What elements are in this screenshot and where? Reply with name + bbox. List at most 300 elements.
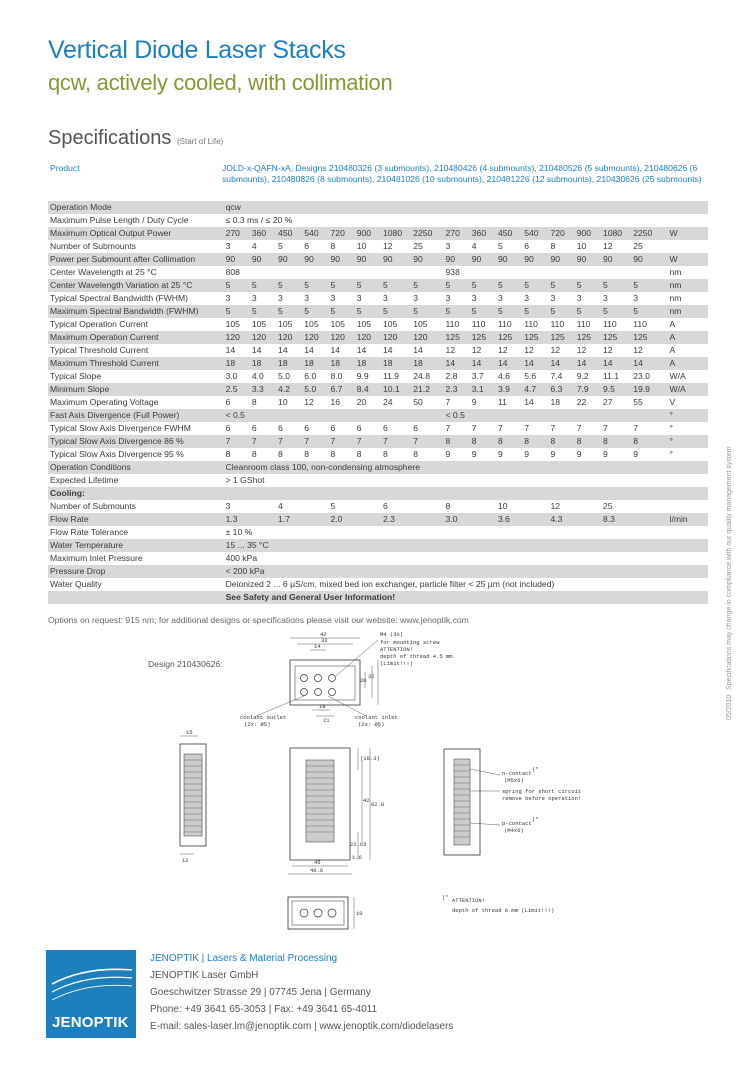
n-thread-label: (M5x6) — [504, 777, 524, 784]
table-cell: 5 — [276, 279, 302, 292]
row-label: Cooling: — [48, 487, 224, 500]
table-cell: 11 — [496, 396, 522, 409]
depth-note: depth of thread 4.5 mm — [380, 653, 453, 660]
table-cell: 105 — [276, 318, 302, 331]
table-cell: 2.0 — [329, 513, 381, 526]
table-cell: 9 — [575, 448, 601, 461]
table-cell: 7.4 — [548, 370, 574, 383]
table-cell: 6 — [381, 422, 411, 435]
side-note-text: Specifications may change in compliance with our quality management system — [726, 446, 733, 690]
table-cell: qcw — [224, 201, 708, 214]
table-cell: 7 — [470, 422, 496, 435]
table-cell: 9.2 — [575, 370, 601, 383]
bottom-view-drawing — [280, 885, 370, 945]
row-label: Typical Slow Axis Divergence 86 % — [48, 435, 224, 448]
table-cell: W/A — [668, 383, 708, 396]
table-cell: 12 — [381, 240, 411, 253]
table-cell: 7 — [522, 422, 548, 435]
table-cell: 8 — [470, 435, 496, 448]
table-row — [48, 552, 708, 565]
table-cell: 6 — [411, 422, 443, 435]
table-cell: 5 — [411, 305, 443, 318]
spring-note: spring for short circuit — [502, 788, 582, 795]
table-cell: 8.4 — [355, 383, 381, 396]
footnote-drawing — [440, 892, 600, 924]
table-cell: 7 — [276, 435, 302, 448]
table-cell: 7 — [355, 435, 381, 448]
table-cell: 90 — [575, 253, 601, 266]
table-cell: 14 — [631, 357, 667, 370]
row-label: Expected Lifetime — [48, 474, 224, 487]
table-cell: 125 — [496, 331, 522, 344]
table-cell: 6 — [224, 422, 250, 435]
table-cell: 1080 — [601, 227, 631, 240]
table-cell: 8 — [381, 448, 411, 461]
row-label: Maximum Operating Voltage — [48, 396, 224, 409]
table-cell: A — [668, 357, 708, 370]
table-cell: 7 — [302, 435, 328, 448]
table-cell: 110 — [522, 318, 548, 331]
table-cell: 808 — [224, 266, 444, 279]
table-cell: 3.1 — [470, 383, 496, 396]
dim-15: 15 — [186, 729, 193, 736]
table-cell: 90 — [470, 253, 496, 266]
table-cell: 24 — [381, 396, 411, 409]
coolant-outlet-qty: (2x: Ø5) — [244, 721, 271, 728]
table-row — [48, 409, 708, 422]
table-cell: 105 — [381, 318, 411, 331]
table-cell: < 200 kPa — [224, 565, 708, 578]
table-cell: 540 — [302, 227, 328, 240]
table-cell: 14 — [381, 344, 411, 357]
table-row — [48, 201, 708, 214]
table-cell: 9 — [496, 448, 522, 461]
row-label: Maximum Spectral Bandwidth (FWHM) — [48, 305, 224, 318]
table-cell: 12 — [548, 500, 600, 513]
table-row — [48, 526, 708, 539]
table-cell: 540 — [522, 227, 548, 240]
table-cell: 9 — [601, 448, 631, 461]
dim-22-65: 22.65 — [350, 841, 367, 848]
table-cell: 5 — [548, 279, 574, 292]
table-row — [48, 305, 708, 318]
table-row — [48, 383, 708, 396]
table-cell: 400 kPa — [224, 552, 708, 565]
table-cell: 21.2 — [411, 383, 443, 396]
dim-42: 42 — [320, 631, 327, 638]
table-cell: 5 — [522, 305, 548, 318]
table-cell: 110 — [631, 318, 667, 331]
table-row — [48, 331, 708, 344]
table-cell: 90 — [496, 253, 522, 266]
table-cell: 5.0 — [302, 383, 328, 396]
table-cell: 6 — [302, 240, 328, 253]
table-cell: 5 — [496, 240, 522, 253]
table-cell: 8 — [575, 435, 601, 448]
table-cell: A — [668, 318, 708, 331]
coolant-inlet-label: coolant inlet — [355, 714, 398, 721]
table-cell: 120 — [276, 331, 302, 344]
table-cell: 110 — [548, 318, 574, 331]
row-label — [48, 591, 224, 604]
table-cell: l/min — [668, 513, 708, 526]
table-cell: 120 — [329, 331, 355, 344]
table-cell: 24.8 — [411, 370, 443, 383]
table-cell: 8 — [522, 435, 548, 448]
table-cell: 5 — [470, 305, 496, 318]
specifications-title: Specifications — [48, 127, 172, 149]
table-cell: 10 — [276, 396, 302, 409]
table-cell: See Safety and General User Information! — [224, 591, 708, 604]
table-cell: 12 — [631, 344, 667, 357]
table-cell: 8 — [250, 448, 276, 461]
table-cell: 110 — [496, 318, 522, 331]
table-cell — [224, 487, 708, 500]
row-label: Number of Submounts — [48, 240, 224, 253]
table-cell: 9 — [522, 448, 548, 461]
table-cell: 5 — [329, 500, 381, 513]
table-cell: 720 — [329, 227, 355, 240]
table-cell: 5 — [601, 305, 631, 318]
table-cell: 12 — [548, 344, 574, 357]
table-cell: 4.7 — [522, 383, 548, 396]
table-cell: 125 — [522, 331, 548, 344]
table-cell: 7 — [601, 422, 631, 435]
table-cell: 3 — [276, 292, 302, 305]
front-view-drawing — [270, 740, 385, 880]
table-cell: 105 — [224, 318, 250, 331]
table-cell: ° — [668, 409, 708, 422]
table-cell: 14 — [224, 344, 250, 357]
table-cell: 2.3 — [381, 513, 444, 526]
table-cell: 3 — [329, 292, 355, 305]
table-cell: 90 — [302, 253, 328, 266]
table-cell: 7 — [250, 435, 276, 448]
row-label: Maximum Threshold Current — [48, 357, 224, 370]
side-date-text: 05/2010 — [726, 694, 733, 720]
table-cell: 8.3 — [601, 513, 668, 526]
logo-swoosh-icon — [46, 950, 136, 1010]
table-row — [48, 292, 708, 305]
table-cell: nm — [668, 279, 708, 292]
table-cell: 18 — [250, 357, 276, 370]
table-cell: 90 — [444, 253, 470, 266]
table-cell: ≤ 0.3 ms / ≤ 20 % — [224, 214, 708, 227]
table-cell: 3 — [355, 292, 381, 305]
table-cell: ± 10 % — [224, 526, 708, 539]
table-cell: 125 — [575, 331, 601, 344]
table-cell: 8 — [329, 448, 355, 461]
table-cell: A — [668, 344, 708, 357]
table-cell: 5 — [381, 305, 411, 318]
row-label: Typical Operation Current — [48, 318, 224, 331]
table-cell: 270 — [444, 227, 470, 240]
coolant-inlet-qty: (2x: Ø5) — [358, 721, 385, 728]
table-cell: 8 — [631, 435, 667, 448]
table-cell: 12 — [601, 344, 631, 357]
table-cell: 12 — [522, 344, 548, 357]
row-label: Water Temperature — [48, 539, 224, 552]
table-cell: 19.9 — [631, 383, 667, 396]
table-cell: 360 — [250, 227, 276, 240]
dim-82-8: 82.8 — [371, 801, 385, 808]
table-cell: 2.3 — [444, 383, 470, 396]
row-label: Typical Threshold Current — [48, 344, 224, 357]
table-cell: 90 — [631, 253, 667, 266]
table-cell: 23.0 — [631, 370, 667, 383]
table-cell: 125 — [601, 331, 631, 344]
table-cell: > 1 GShot — [224, 474, 708, 487]
table-cell: 18 — [224, 357, 250, 370]
table-cell: 14 — [522, 396, 548, 409]
table-cell — [668, 500, 708, 513]
row-label: Maximum Operation Current — [48, 331, 224, 344]
row-label: Center Wavelength Variation at 25 °C — [48, 279, 224, 292]
table-cell: 90 — [411, 253, 443, 266]
table-cell: 125 — [470, 331, 496, 344]
table-row — [48, 539, 708, 552]
table-cell: 360 — [470, 227, 496, 240]
table-cell: Cleanroom class 100, non-condensing atmosphere — [224, 461, 708, 474]
page-subtitle: qcw, actively cooled, with collimation — [48, 70, 393, 95]
coolant-outlet-label: coolant outlet — [240, 714, 287, 721]
table-cell: 9 — [548, 448, 574, 461]
table-cell: 8 — [411, 448, 443, 461]
table-cell: 5 — [444, 305, 470, 318]
table-cell: 7 — [444, 422, 470, 435]
row-label: Flow Rate Tolerance — [48, 526, 224, 539]
table-cell: ° — [668, 422, 708, 435]
table-cell: 6 — [522, 240, 548, 253]
table-cell: 10.1 — [381, 383, 411, 396]
n-contact-mark: (* — [532, 766, 539, 773]
table-cell: 12 — [302, 396, 328, 409]
table-cell: 105 — [355, 318, 381, 331]
table-cell: 25 — [411, 240, 443, 253]
table-cell: 6 — [302, 422, 328, 435]
table-cell: 110 — [601, 318, 631, 331]
table-cell — [668, 240, 708, 253]
table-cell: 5 — [329, 279, 355, 292]
table-cell: 5.6 — [522, 370, 548, 383]
table-cell: 1080 — [381, 227, 411, 240]
table-cell: 270 — [224, 227, 250, 240]
table-cell: 105 — [329, 318, 355, 331]
p-contact-label: p-contact — [502, 820, 532, 827]
table-cell: 4 — [470, 240, 496, 253]
table-cell: V — [668, 396, 708, 409]
table-row — [48, 370, 708, 383]
table-cell: 8 — [355, 448, 381, 461]
mount-note: for mounting screw — [380, 639, 440, 646]
table-cell: 1.7 — [276, 513, 328, 526]
row-label: Operation Conditions — [48, 461, 224, 474]
footnote-depth: depth of thread 6 mm (Limit!!!) — [452, 907, 555, 914]
side-view-drawing — [168, 730, 223, 865]
table-cell: 8.0 — [329, 370, 355, 383]
table-cell: 12 — [575, 344, 601, 357]
table-cell: ° — [668, 435, 708, 448]
table-cell: 22 — [575, 396, 601, 409]
row-label: Maximum Inlet Pressure — [48, 552, 224, 565]
table-cell: 3 — [250, 292, 276, 305]
table-cell: 18 — [355, 357, 381, 370]
table-cell: nm — [668, 292, 708, 305]
table-cell: ° — [668, 448, 708, 461]
table-cell: 14 — [276, 344, 302, 357]
table-cell: 3.0 — [444, 513, 496, 526]
table-cell: 8 — [444, 435, 470, 448]
table-cell: 18 — [381, 357, 411, 370]
table-row — [48, 578, 708, 591]
table-cell: 5 — [631, 305, 667, 318]
table-cell: 120 — [381, 331, 411, 344]
table-cell: 5 — [575, 279, 601, 292]
table-cell: 8 — [224, 448, 250, 461]
table-cell: 6 — [250, 422, 276, 435]
table-cell: 120 — [302, 331, 328, 344]
table-cell: 7.9 — [575, 383, 601, 396]
table-cell: 18 — [329, 357, 355, 370]
specifications-table — [48, 201, 708, 604]
table-cell: 120 — [355, 331, 381, 344]
table-cell: 110 — [444, 318, 470, 331]
table-row — [48, 461, 708, 474]
table-cell: 8 — [601, 435, 631, 448]
table-cell: 105 — [250, 318, 276, 331]
table-cell: W — [668, 227, 708, 240]
specifications-note: (Start of Life) — [176, 137, 224, 146]
table-cell: 9.9 — [355, 370, 381, 383]
row-label: Power per Submount after Collimation — [48, 253, 224, 266]
table-row — [48, 591, 708, 604]
table-row — [48, 318, 708, 331]
table-cell: 12 — [470, 344, 496, 357]
table-cell: 3 — [381, 292, 411, 305]
n-contact-label: n-contact — [502, 770, 532, 777]
table-cell: 8 — [496, 435, 522, 448]
table-cell: 110 — [470, 318, 496, 331]
jenoptik-logo — [46, 950, 136, 1038]
side-date — [726, 680, 736, 720]
table-cell: 11.1 — [601, 370, 631, 383]
table-cell: 90 — [250, 253, 276, 266]
table-cell: 5 — [355, 279, 381, 292]
table-cell: 3 — [224, 240, 250, 253]
row-label: Typical Spectral Bandwidth (FWHM) — [48, 292, 224, 305]
table-row — [48, 513, 708, 526]
footer-line-1: JENOPTIK | Lasers & Material Processing — [150, 953, 338, 964]
table-cell: 5 — [381, 279, 411, 292]
row-label: Typical Slope — [48, 370, 224, 383]
options-note: Options on request: 915 nm; for additional designs or specifications please visit our website: www.jenoptik.com — [48, 615, 469, 625]
table-cell: 900 — [575, 227, 601, 240]
table-cell: 3 — [631, 292, 667, 305]
table-cell: 8 — [276, 448, 302, 461]
table-row — [48, 279, 708, 292]
table-cell: < 0.5 — [224, 409, 444, 422]
table-cell: 2.8 — [444, 370, 470, 383]
table-cell: 3 — [575, 292, 601, 305]
table-row — [48, 396, 708, 409]
row-label: Operation Mode — [48, 201, 224, 214]
table-cell: 7 — [575, 422, 601, 435]
table-cell: 120 — [411, 331, 443, 344]
row-label: Maximum Pulse Length / Duty Cycle — [48, 214, 224, 227]
table-cell: 7 — [329, 435, 355, 448]
table-cell: 20 — [355, 396, 381, 409]
table-cell: 5 — [496, 279, 522, 292]
table-cell: 4.6 — [496, 370, 522, 383]
back-view-drawing — [440, 745, 580, 865]
table-cell: 7 — [548, 422, 574, 435]
dim-46-6: 46.6 — [310, 867, 324, 874]
table-cell: 11.9 — [381, 370, 411, 383]
table-cell: 5 — [224, 305, 250, 318]
table-row — [48, 565, 708, 578]
table-cell: 4.0 — [250, 370, 276, 383]
table-cell: 10 — [355, 240, 381, 253]
table-cell: 9 — [470, 448, 496, 461]
side-note — [726, 360, 736, 690]
table-row — [48, 344, 708, 357]
table-row — [48, 500, 708, 513]
table-cell: 105 — [302, 318, 328, 331]
row-label: Pressure Drop — [48, 565, 224, 578]
table-cell: 90 — [381, 253, 411, 266]
table-cell: 125 — [548, 331, 574, 344]
table-cell: 5.0 — [276, 370, 302, 383]
table-cell: 3 — [224, 292, 250, 305]
table-cell: 5 — [355, 305, 381, 318]
table-cell: 90 — [601, 253, 631, 266]
table-cell: 2.5 — [224, 383, 250, 396]
table-cell: 12 — [496, 344, 522, 357]
dim-32: 32 — [321, 637, 328, 644]
table-cell: 14 — [496, 357, 522, 370]
table-cell: 5 — [302, 305, 328, 318]
table-cell: 90 — [276, 253, 302, 266]
table-cell: 18 — [302, 357, 328, 370]
table-cell: 90 — [522, 253, 548, 266]
footer-contact — [150, 950, 453, 1035]
row-label: Water Quality — [48, 578, 224, 591]
table-cell: 14 — [522, 357, 548, 370]
table-cell: 14 — [355, 344, 381, 357]
table-cell: 4 — [250, 240, 276, 253]
table-cell: 15 ... 35 °C — [224, 539, 708, 552]
row-label: Maximum Optical Output Power — [48, 227, 224, 240]
table-cell: 18 — [411, 357, 443, 370]
footer-line-5: E-mail: sales-laser.lm@jenoptik.com | www.jenoptik.com/diodelasers — [150, 1021, 454, 1032]
table-cell: 9 — [470, 396, 496, 409]
table-cell: 8 — [250, 396, 276, 409]
p-contact-mark: (* — [532, 816, 539, 823]
table-row — [48, 422, 708, 435]
table-cell: 90 — [548, 253, 574, 266]
table-cell: 5 — [302, 279, 328, 292]
table-cell: W — [668, 253, 708, 266]
table-cell: 55 — [631, 396, 667, 409]
dim-32-v: 32 — [368, 673, 375, 680]
footnote-attention: ATTENTION! — [452, 897, 486, 904]
specifications-heading — [48, 127, 223, 150]
table-cell: 14 — [575, 357, 601, 370]
table-cell: 9 — [631, 448, 667, 461]
table-cell: 3 — [601, 292, 631, 305]
table-cell: 3 — [224, 500, 276, 513]
table-cell: 5 — [470, 279, 496, 292]
